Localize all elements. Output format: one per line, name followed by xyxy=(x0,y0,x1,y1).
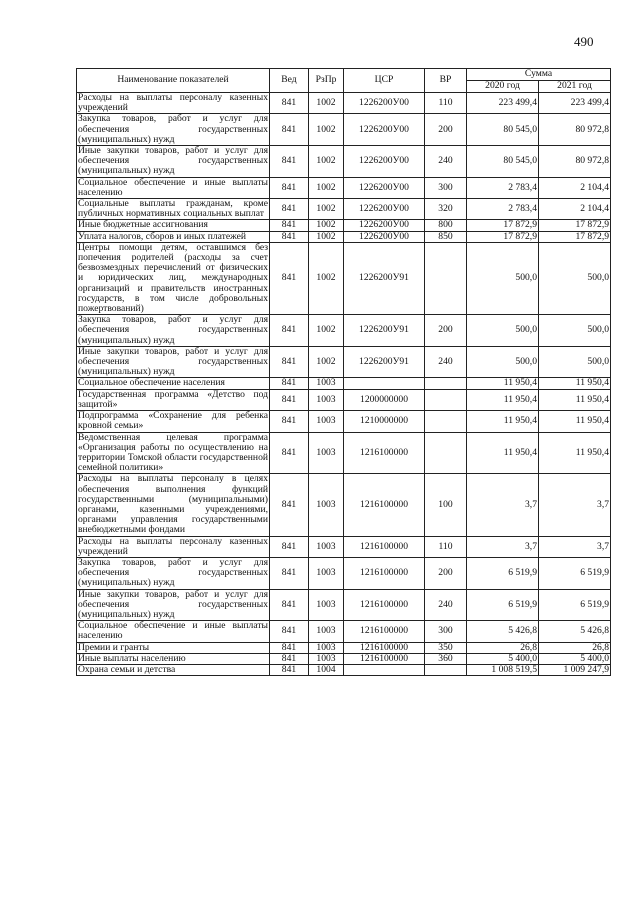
row-name: Ведомственная целевая программа «Организация работы по осуществлению на территории Томской области государственной семейной политики» xyxy=(78,431,268,474)
row-rzpr: 1003 xyxy=(309,642,344,653)
row-name: Социальные выплаты гражданам, кроме публичных нормативных социальных выплат xyxy=(78,198,268,220)
table-row xyxy=(77,432,611,474)
row-vr xyxy=(425,664,467,675)
table-body xyxy=(77,93,611,676)
header-csr: ЦСР xyxy=(344,69,425,93)
row-rzpr: 1003 xyxy=(309,621,344,642)
row-vr: 300 xyxy=(425,621,467,642)
row-rzpr: 1002 xyxy=(309,93,344,114)
row-rzpr: 1003 xyxy=(309,557,344,589)
table-row xyxy=(77,557,611,589)
row-name: Охрана семьи и детства xyxy=(77,664,270,675)
row-name: Иные закупки товаров, работ и услуг для обеспечения государственных (муниципальных) нужд xyxy=(78,588,268,620)
row-vr xyxy=(425,378,467,389)
row-rzpr: 1003 xyxy=(309,536,344,557)
row-name: Подпрограмма «Сохранение для ребенка кровной семьи» xyxy=(78,410,268,432)
row-csr: 1226200У91 xyxy=(344,346,425,378)
table-row xyxy=(77,146,611,178)
row-sum-2020: 6 519,9 xyxy=(467,557,539,589)
row-csr: 1226200У00 xyxy=(344,199,425,220)
row-rzpr: 1003 xyxy=(309,378,344,389)
row-rzpr: 1003 xyxy=(309,432,344,474)
page-number: 490 xyxy=(574,34,594,49)
row-rzpr: 1003 xyxy=(309,411,344,432)
row-vr: 200 xyxy=(425,114,467,146)
row-csr: 1216100000 xyxy=(344,621,425,642)
row-vr: 200 xyxy=(425,315,467,347)
table-row xyxy=(77,199,611,220)
row-ved: 841 xyxy=(270,231,309,242)
row-vr xyxy=(425,432,467,474)
row-ved: 841 xyxy=(270,474,309,536)
row-name: Расходы на выплаты персоналу в целях обеспечения выполнения функций государственными (муниципальными) органами, казенными учреждениями, органами управления государственными внебюджетными фондами xyxy=(78,473,268,536)
row-csr: 1216100000 xyxy=(344,642,425,653)
row-csr: 1216100000 xyxy=(344,653,425,664)
row-vr xyxy=(425,411,467,432)
row-vr: 320 xyxy=(425,199,467,220)
table-row xyxy=(77,315,611,347)
row-rzpr: 1004 xyxy=(309,664,344,675)
row-sum-2020: 11 950,4 xyxy=(467,389,539,410)
row-sum-2021: 6 519,9 xyxy=(539,557,611,589)
row-name: Закупка товаров, работ и услуг для обеспечения государственных (муниципальных) нужд xyxy=(78,113,268,145)
row-csr: 1226200У00 xyxy=(344,231,425,242)
table-row xyxy=(77,114,611,146)
row-ved: 841 xyxy=(270,589,309,621)
row-rzpr: 1002 xyxy=(309,146,344,178)
row-name: Уплата налогов, сборов и иных платежей xyxy=(77,231,270,242)
row-ved: 841 xyxy=(270,242,309,314)
row-sum-2021: 17 872,9 xyxy=(539,220,611,231)
row-rzpr: 1002 xyxy=(309,346,344,378)
row-csr: 1226200У00 xyxy=(344,93,425,114)
row-rzpr: 1002 xyxy=(309,114,344,146)
header-rzpr: РзПр xyxy=(309,69,344,93)
row-ved: 841 xyxy=(270,621,309,642)
row-ved: 841 xyxy=(270,346,309,378)
header-name: Наименование показателей xyxy=(77,69,270,93)
row-sum-2020: 11 950,4 xyxy=(467,432,539,474)
row-csr xyxy=(344,664,425,675)
row-csr: 1226200У00 xyxy=(344,114,425,146)
row-name: Иные бюджетные ассигнования xyxy=(77,220,270,231)
table-row xyxy=(77,536,611,557)
row-rzpr: 1002 xyxy=(309,199,344,220)
row-sum-2021: 2 104,4 xyxy=(539,199,611,220)
row-sum-2020: 17 872,9 xyxy=(467,220,539,231)
row-vr: 100 xyxy=(425,474,467,536)
row-name: Центры помощи детям, оставшимся без попечения родителей (расходы за счет безвозмездных перечислений от физических и юридических лиц, международных организаций и правительств иностранных государств, в том числе добровольных пожертвований) xyxy=(78,241,268,315)
row-csr: 1216100000 xyxy=(344,557,425,589)
row-sum-2021: 11 950,4 xyxy=(539,378,611,389)
row-ved: 841 xyxy=(270,389,309,410)
table-row xyxy=(77,389,611,410)
header-2021: 2021 год xyxy=(539,81,611,93)
row-sum-2021: 26,8 xyxy=(539,642,611,653)
row-vr: 300 xyxy=(425,177,467,198)
row-ved: 841 xyxy=(270,378,309,389)
row-vr xyxy=(425,242,467,314)
row-name: Социальное обеспечение и иные выплаты населению xyxy=(78,176,268,198)
row-sum-2020: 80 545,0 xyxy=(467,114,539,146)
row-csr: 1210000000 xyxy=(344,411,425,432)
row-name: Расходы на выплаты персоналу казенных учреждений xyxy=(78,92,268,114)
row-sum-2021: 80 972,8 xyxy=(539,146,611,178)
row-sum-2020: 5 426,8 xyxy=(467,621,539,642)
row-rzpr: 1002 xyxy=(309,220,344,231)
row-csr: 1226200У91 xyxy=(344,242,425,314)
row-vr: 200 xyxy=(425,557,467,589)
row-sum-2021: 500,0 xyxy=(539,346,611,378)
row-ved: 841 xyxy=(270,315,309,347)
row-sum-2021: 11 950,4 xyxy=(539,411,611,432)
row-vr: 240 xyxy=(425,589,467,621)
row-ved: 841 xyxy=(270,177,309,198)
header-2020: 2020 год xyxy=(467,81,539,93)
row-sum-2021: 11 950,4 xyxy=(539,389,611,410)
row-csr: 1200000000 xyxy=(344,389,425,410)
row-vr: 350 xyxy=(425,642,467,653)
row-sum-2020: 500,0 xyxy=(467,315,539,347)
row-sum-2020: 2 783,4 xyxy=(467,177,539,198)
row-rzpr: 1003 xyxy=(309,653,344,664)
row-rzpr: 1002 xyxy=(309,231,344,242)
row-sum-2021: 17 872,9 xyxy=(539,231,611,242)
row-csr: 1216100000 xyxy=(344,432,425,474)
table-row xyxy=(77,642,611,653)
table-row xyxy=(77,474,611,536)
row-sum-2021: 5 400,0 xyxy=(539,653,611,664)
row-sum-2021: 500,0 xyxy=(539,315,611,347)
row-sum-2020: 17 872,9 xyxy=(467,231,539,242)
row-ved: 841 xyxy=(270,432,309,474)
row-sum-2020: 80 545,0 xyxy=(467,146,539,178)
row-vr: 110 xyxy=(425,536,467,557)
table-row xyxy=(77,346,611,378)
row-csr: 1226200У00 xyxy=(344,220,425,231)
row-vr: 240 xyxy=(425,146,467,178)
row-ved: 841 xyxy=(270,411,309,432)
row-ved: 841 xyxy=(270,557,309,589)
row-sum-2020: 2 783,4 xyxy=(467,199,539,220)
row-sum-2020: 5 400,0 xyxy=(467,653,539,664)
table-row xyxy=(77,378,611,389)
row-sum-2021: 5 426,8 xyxy=(539,621,611,642)
row-name: Расходы на выплаты персоналу казенных учреждений xyxy=(78,535,268,557)
budget-table xyxy=(76,68,611,676)
row-sum-2020: 3,7 xyxy=(467,474,539,536)
row-name: Иные выплаты населению xyxy=(77,653,270,664)
row-ved: 841 xyxy=(270,220,309,231)
table-row xyxy=(77,231,611,242)
table-header xyxy=(77,69,611,93)
row-sum-2021: 3,7 xyxy=(539,536,611,557)
row-vr xyxy=(425,389,467,410)
row-csr: 1216100000 xyxy=(344,589,425,621)
row-name: Социальное обеспечение и иные выплаты населению xyxy=(78,620,268,642)
table-row xyxy=(77,621,611,642)
table-row xyxy=(77,411,611,432)
row-sum-2021: 3,7 xyxy=(539,474,611,536)
row-name: Государственная программа «Детство под защитой» xyxy=(78,388,268,410)
row-ved: 841 xyxy=(270,664,309,675)
row-sum-2021: 80 972,8 xyxy=(539,114,611,146)
row-ved: 841 xyxy=(270,653,309,664)
header-ved: Вед xyxy=(270,69,309,93)
row-sum-2020: 223 499,4 xyxy=(467,93,539,114)
table-row xyxy=(77,589,611,621)
table-row xyxy=(77,242,611,314)
row-ved: 841 xyxy=(270,146,309,178)
row-name: Социальное обеспечение населения xyxy=(77,378,270,389)
row-csr: 1226200У00 xyxy=(344,177,425,198)
row-rzpr: 1003 xyxy=(309,389,344,410)
row-name: Иные закупки товаров, работ и услуг для обеспечения государственных (муниципальных) нужд xyxy=(78,345,268,378)
table-row xyxy=(77,664,611,675)
row-sum-2021: 223 499,4 xyxy=(539,93,611,114)
row-sum-2021: 500,0 xyxy=(539,242,611,314)
row-sum-2021: 2 104,4 xyxy=(539,177,611,198)
row-name: Премии и гранты xyxy=(77,642,270,653)
row-sum-2020: 3,7 xyxy=(467,536,539,557)
row-rzpr: 1002 xyxy=(309,315,344,347)
row-ved: 841 xyxy=(270,114,309,146)
row-sum-2020: 1 008 519,5 xyxy=(467,664,539,675)
row-sum-2020: 500,0 xyxy=(467,242,539,314)
row-sum-2020: 6 519,9 xyxy=(467,589,539,621)
row-sum-2021: 1 009 247,9 xyxy=(539,664,611,675)
row-sum-2021: 6 519,9 xyxy=(539,589,611,621)
row-ved: 841 xyxy=(270,642,309,653)
row-csr: 1216100000 xyxy=(344,536,425,557)
row-vr: 110 xyxy=(425,93,467,114)
row-sum-2020: 11 950,4 xyxy=(467,411,539,432)
row-vr: 240 xyxy=(425,346,467,378)
row-ved: 841 xyxy=(270,199,309,220)
row-name: Закупка товаров, работ и услуг для обеспечения государственных (муниципальных) нужд xyxy=(78,314,268,346)
row-csr: 1216100000 xyxy=(344,474,425,536)
header-sum: Сумма xyxy=(467,69,611,81)
row-vr: 850 xyxy=(425,231,467,242)
row-ved: 841 xyxy=(270,536,309,557)
row-name: Закупка товаров, работ и услуг для обеспечения государственных (муниципальных) нужд xyxy=(78,556,268,589)
table-row xyxy=(77,93,611,114)
row-sum-2020: 26,8 xyxy=(467,642,539,653)
row-vr: 360 xyxy=(425,653,467,664)
row-rzpr: 1003 xyxy=(309,589,344,621)
row-vr: 800 xyxy=(425,220,467,231)
row-ved: 841 xyxy=(270,93,309,114)
row-sum-2020: 500,0 xyxy=(467,346,539,378)
row-sum-2020: 11 950,4 xyxy=(467,378,539,389)
row-name: Иные закупки товаров, работ и услуг для обеспечения государственных (муниципальных) нужд xyxy=(78,145,268,177)
row-rzpr: 1002 xyxy=(309,177,344,198)
row-rzpr: 1003 xyxy=(309,474,344,536)
table-row xyxy=(77,177,611,198)
table-row xyxy=(77,653,611,664)
header-vr: ВР xyxy=(425,69,467,93)
table-row xyxy=(77,220,611,231)
row-rzpr: 1002 xyxy=(309,242,344,314)
row-csr: 1226200У00 xyxy=(344,146,425,178)
row-sum-2021: 11 950,4 xyxy=(539,432,611,474)
row-csr xyxy=(344,378,425,389)
row-csr: 1226200У91 xyxy=(344,315,425,347)
